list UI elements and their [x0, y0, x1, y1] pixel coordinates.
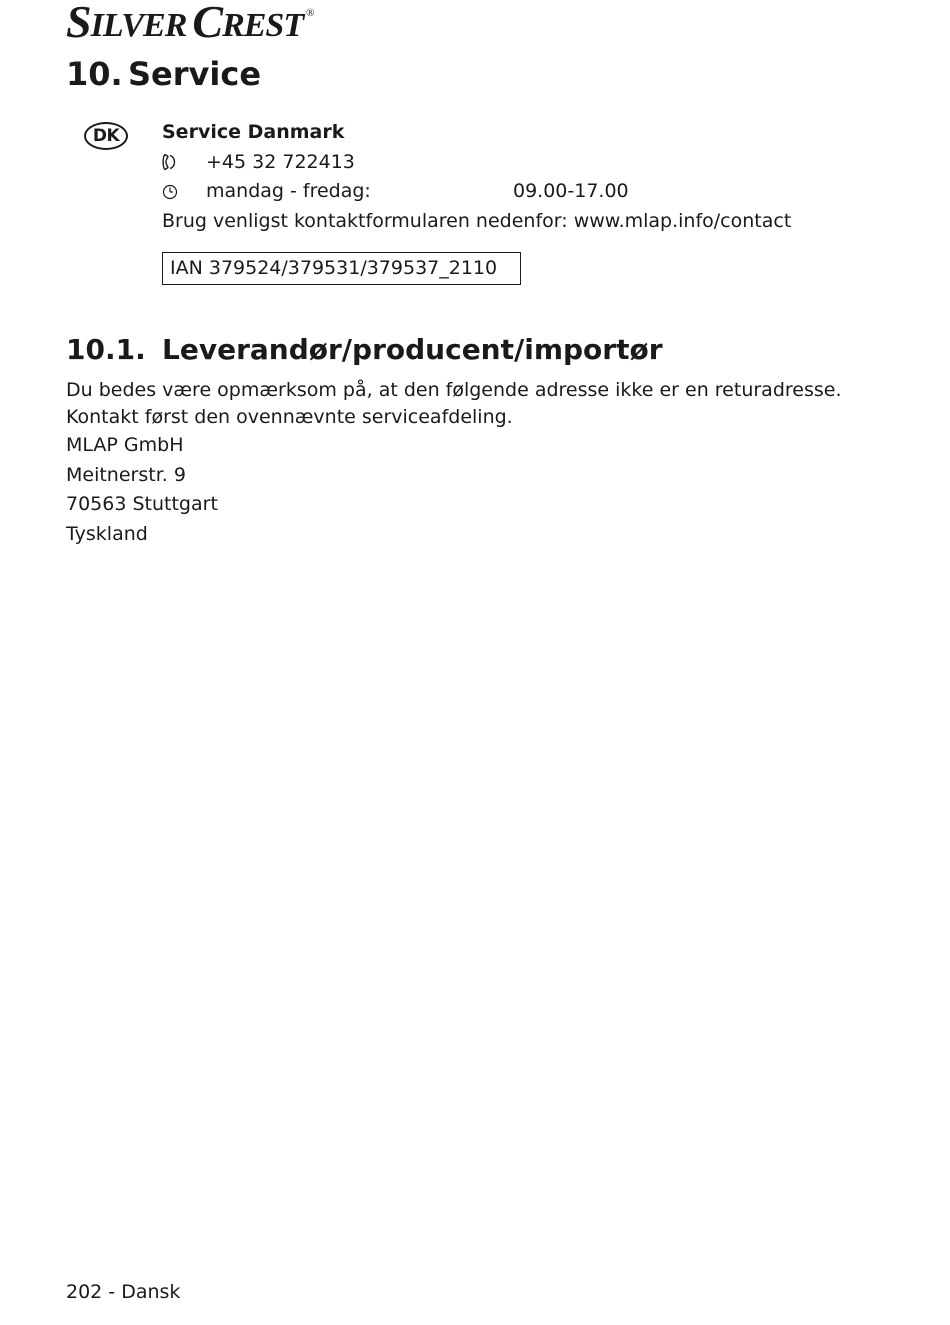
logo-letters-rest: REST: [222, 7, 304, 44]
logo-letters-ilver: ILVER: [90, 7, 187, 44]
opening-days: mandag - fredag:: [206, 180, 371, 202]
address-line-company: MLAP GmbH: [66, 434, 184, 456]
section-heading: [66, 54, 261, 94]
address-line-street: Meitnerstr. 9: [66, 463, 186, 486]
return-address-notice: Du bedes være opmærksom på, at den følgende adresse ikke er en returadresse. Kontakt først den ovennævnte serviceafdeling.: [66, 379, 842, 428]
phone-row: [162, 148, 791, 178]
country-badge: DK: [84, 122, 128, 150]
page-footer: 202 - Dansk: [66, 1281, 181, 1303]
subsection-number: 10.1.: [66, 333, 146, 366]
ian-number-box: IAN 379524/379531/379537_2110: [162, 252, 521, 285]
address-line-city: 70563 Stuttgart: [66, 493, 218, 515]
clock-icon: [162, 184, 206, 200]
section-title: Service: [128, 55, 262, 93]
hours-row: [162, 177, 791, 207]
logo-letter-s: S: [66, 0, 91, 47]
service-contact-block: [162, 118, 791, 236]
contact-form-text: Brug venligst kontaktformularen nedenfor: www.mlap.info/contact: [162, 209, 792, 232]
section-number: 10.: [66, 55, 123, 93]
supplier-info: [66, 377, 886, 549]
opening-hours: 09.00-17.00: [513, 180, 629, 202]
registered-mark: ®: [306, 7, 314, 19]
subsection-heading: [66, 331, 663, 369]
phone-number: +45 32 722413: [206, 150, 355, 173]
phone-icon: [162, 153, 206, 171]
silvercrest-logo: [66, 0, 314, 47]
address-line-country: Tyskland: [66, 522, 148, 545]
service-title: Service Danmark: [162, 121, 345, 143]
subsection-title: Leverandør/producent/importør: [162, 333, 663, 366]
logo-letter-c: C: [192, 0, 223, 47]
